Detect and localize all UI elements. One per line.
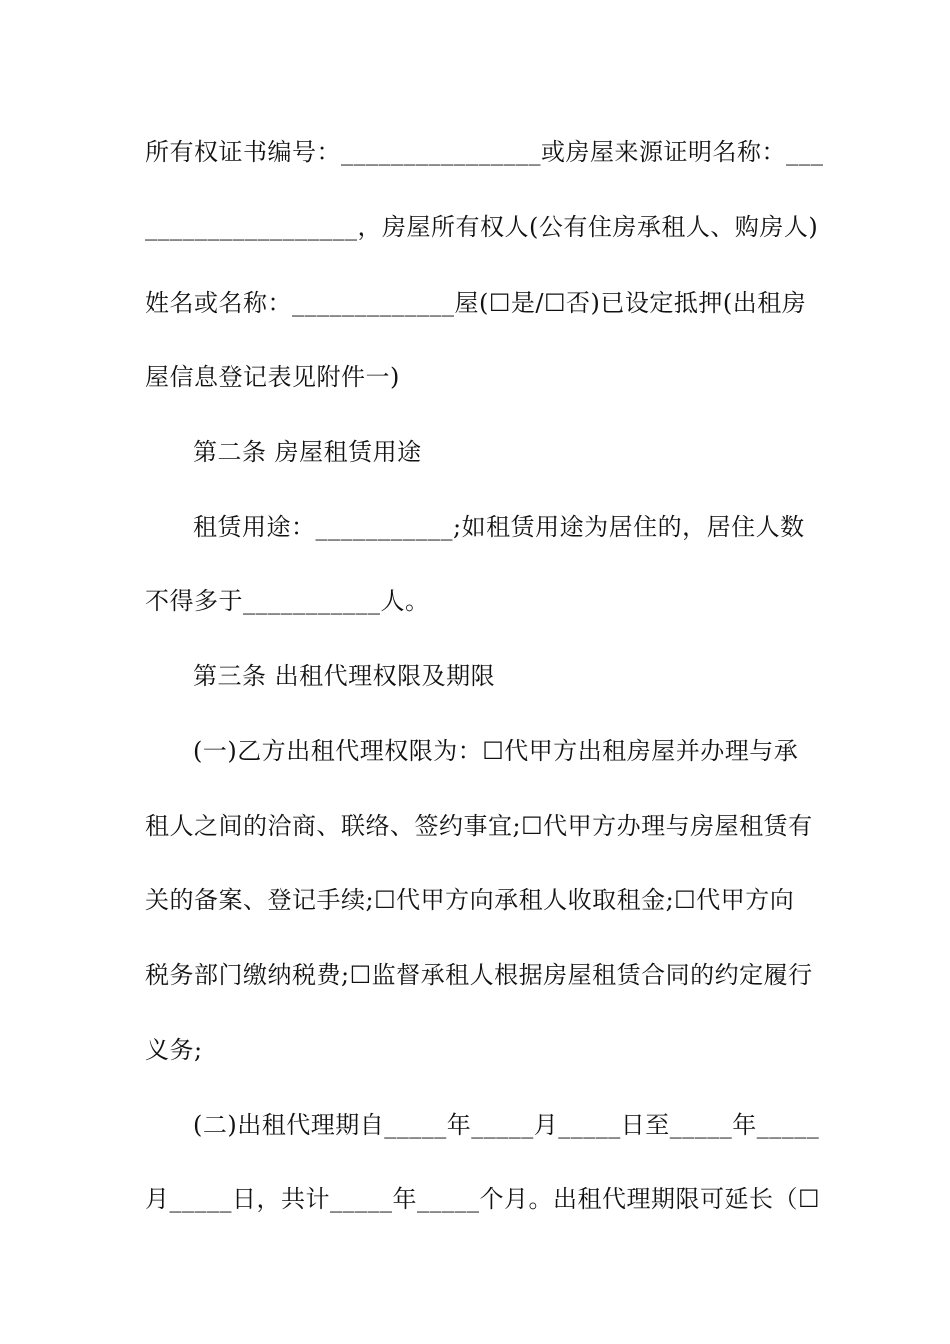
section-heading: 第三条 出租代理权限及期限 xyxy=(193,662,496,690)
text-line: 所有权证书编号：________________或房屋来源证明名称：___ xyxy=(145,138,824,166)
text-line: 屋信息登记表见附件一) xyxy=(145,363,400,391)
text-line: (二)出租代理期自_____年_____月_____日至_____年_____ xyxy=(193,1111,820,1139)
text-line: 税务部门缴纳税费;☐监督承租人根据房屋租赁合同的约定履行 xyxy=(145,961,813,989)
text-line: 月_____日，共计_____年_____个月。出租代理期限可延长（☐ xyxy=(145,1185,821,1213)
text-line: 关的备案、登记手续;☐代甲方向承租人收取租金;☐代甲方向 xyxy=(145,886,795,914)
text-line: 不得多于___________人。 xyxy=(145,587,430,615)
text-line: 租赁用途：___________;如租赁用途为居住的，居住人数 xyxy=(193,513,805,541)
text-line: 姓名或名称：_____________屋(☐是/☐否)已设定抵押(出租房 xyxy=(145,289,807,317)
text-line: (一)乙方出租代理权限为：☐代甲方出租房屋并办理与承 xyxy=(193,737,799,765)
section-heading: 第二条 房屋租赁用途 xyxy=(193,438,422,466)
text-line: _________________，房屋所有权人(公有住房承租人、购房人) xyxy=(145,213,819,241)
text-line: 义务; xyxy=(145,1036,203,1064)
text-line: 租人之间的洽商、联络、签约事宜;☐代甲方办理与房屋租赁有 xyxy=(145,812,813,840)
